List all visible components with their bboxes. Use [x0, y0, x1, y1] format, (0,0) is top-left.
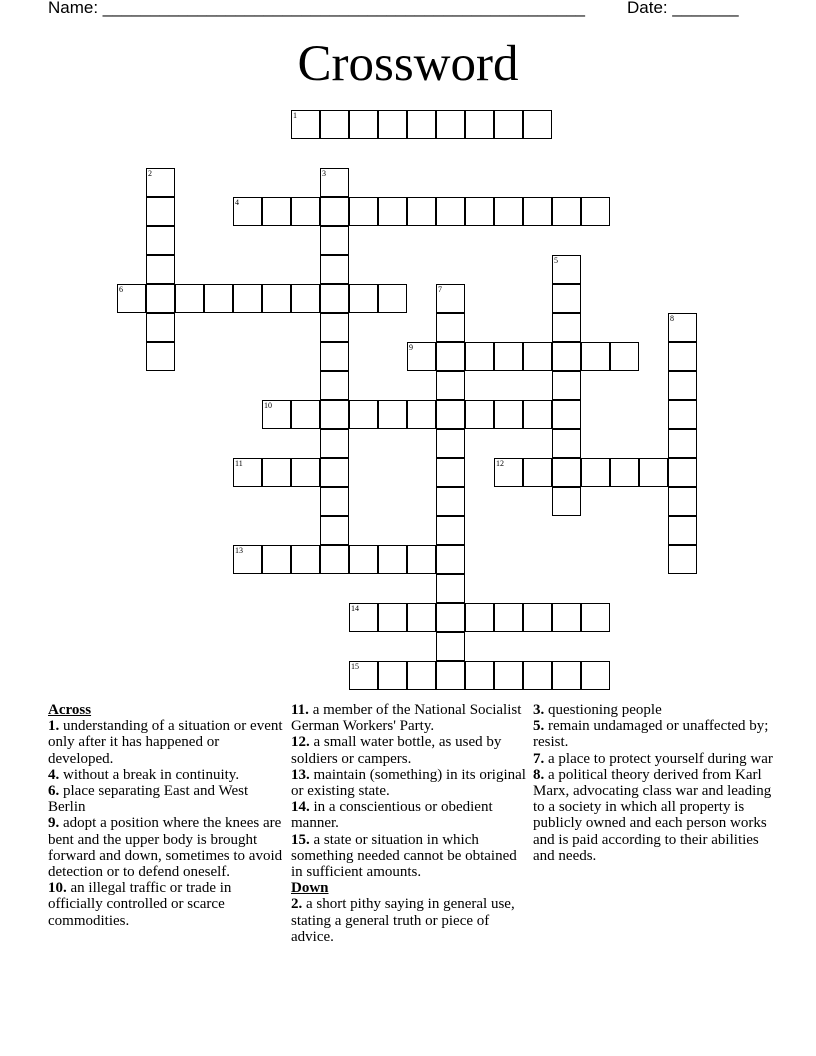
clue-text: a small water bottle, as used by soldiers or campers.: [291, 734, 502, 767]
grid-cell[interactable]: [349, 284, 378, 313]
grid-cell[interactable]: [204, 284, 233, 313]
grid-cell[interactable]: [378, 284, 407, 313]
clue-number-label: 8: [670, 314, 674, 323]
grid-cell[interactable]: [465, 661, 494, 690]
grid-cell[interactable]: [523, 661, 552, 690]
grid-cell[interactable]: [262, 197, 291, 226]
grid-cell[interactable]: [262, 284, 291, 313]
grid-cell[interactable]: [378, 110, 407, 139]
grid-cell[interactable]: [320, 429, 349, 458]
grid-cell[interactable]: [320, 487, 349, 516]
grid-cell[interactable]: [465, 400, 494, 429]
grid-cell[interactable]: [320, 516, 349, 545]
clue-number: 4.: [48, 766, 60, 783]
grid-cell[interactable]: [320, 255, 349, 284]
grid-cell[interactable]: [320, 342, 349, 371]
clue-number-label: 5: [554, 256, 558, 265]
clue-text: remain undamaged or unaffected by; resist.: [533, 718, 769, 751]
clue-across-10: [48, 880, 283, 929]
grid-cell[interactable]: [378, 545, 407, 574]
clue-across-13: [291, 767, 526, 799]
grid-cell[interactable]: [291, 400, 320, 429]
grid-cell[interactable]: [407, 197, 436, 226]
clue-number-label: 9: [409, 343, 413, 352]
clue-across-6: [48, 783, 283, 815]
clue-number-label: 1: [293, 111, 297, 120]
clue-down-7: [533, 751, 773, 767]
grid-cell[interactable]: [465, 342, 494, 371]
grid-cell[interactable]: [552, 458, 581, 487]
clue-number: 10.: [48, 880, 67, 897]
grid-cell[interactable]: [378, 400, 407, 429]
grid-cell[interactable]: [320, 371, 349, 400]
grid-cell[interactable]: [407, 110, 436, 139]
grid-cell[interactable]: [436, 313, 465, 342]
grid-cell[interactable]: [436, 458, 465, 487]
clue-text: a short pithy saying in general use, stating a general truth or piece of advice.: [291, 896, 515, 945]
grid-cell[interactable]: [668, 400, 697, 429]
clue-number: 1.: [48, 718, 60, 735]
grid-cell[interactable]: [523, 603, 552, 632]
grid-cell[interactable]: [610, 342, 639, 371]
grid-cell[interactable]: [320, 226, 349, 255]
clue-text: a place to protect yourself during war: [544, 750, 773, 767]
grid-cell[interactable]: [668, 342, 697, 371]
clues-column-1: [48, 702, 283, 929]
grid-cell[interactable]: [146, 226, 175, 255]
grid-cell[interactable]: [320, 313, 349, 342]
grid-cell[interactable]: [552, 429, 581, 458]
grid-cell[interactable]: [436, 110, 465, 139]
grid-cell[interactable]: [291, 284, 320, 313]
clue-number-label: 15: [351, 662, 359, 671]
grid-cell[interactable]: [552, 487, 581, 516]
grid-cell[interactable]: [552, 313, 581, 342]
grid-cell[interactable]: [494, 342, 523, 371]
grid-cell[interactable]: [320, 110, 349, 139]
clue-number: 2.: [291, 896, 303, 913]
grid-cell[interactable]: [407, 400, 436, 429]
grid-cell[interactable]: [552, 603, 581, 632]
grid-cell[interactable]: [320, 197, 349, 226]
grid-cell[interactable]: [523, 400, 552, 429]
grid-cell[interactable]: [262, 545, 291, 574]
grid-cell[interactable]: [436, 342, 465, 371]
clue-text: place separating East and West Berlin: [48, 783, 249, 816]
clue-number-label: 11: [235, 459, 243, 468]
grid-cell[interactable]: [407, 545, 436, 574]
clue-number: 15.: [291, 831, 310, 848]
clue-number-label: 10: [264, 401, 272, 410]
grid-cell[interactable]: [581, 661, 610, 690]
grid-cell[interactable]: [146, 313, 175, 342]
grid-cell[interactable]: [668, 487, 697, 516]
clue-number-label: 4: [235, 198, 239, 207]
date-field-label[interactable]: Date: _______: [627, 0, 739, 17]
grid-cell[interactable]: [320, 400, 349, 429]
grid-cell[interactable]: [146, 284, 175, 313]
grid-cell[interactable]: [349, 110, 378, 139]
clue-number: 11.: [291, 702, 309, 718]
clue-down-2: [291, 896, 526, 945]
grid-cell[interactable]: [465, 197, 494, 226]
grid-cell[interactable]: [436, 574, 465, 603]
clue-across-1: [48, 718, 283, 767]
clue-text: questioning people: [544, 702, 662, 718]
grid-cell[interactable]: [291, 197, 320, 226]
grid-cell[interactable]: [494, 110, 523, 139]
clues-column-2: [291, 702, 526, 945]
grid-cell[interactable]: [349, 197, 378, 226]
grid-cell[interactable]: [523, 110, 552, 139]
grid-cell[interactable]: [523, 197, 552, 226]
clue-number-label: 3: [322, 169, 326, 178]
clue-text: an illegal traffic or trade in officially controlled or scarce commodities.: [48, 880, 232, 929]
clue-number-label: 7: [438, 285, 442, 294]
clue-number-label: 12: [496, 459, 504, 468]
clue-text: understanding of a situation or event only after it has happened or developed.: [48, 718, 283, 767]
grid-cell[interactable]: [320, 284, 349, 313]
clue-number: 13.: [291, 766, 310, 783]
clue-number: 8.: [533, 766, 545, 783]
clue-across-4: [48, 767, 283, 783]
grid-cell[interactable]: [436, 545, 465, 574]
down-heading: Down: [291, 880, 329, 897]
clue-across-12: [291, 734, 526, 766]
clue-number: 12.: [291, 734, 310, 751]
clue-number-label: 6: [119, 285, 123, 294]
grid-cell[interactable]: [436, 429, 465, 458]
grid-cell[interactable]: [581, 458, 610, 487]
grid-cell[interactable]: [378, 197, 407, 226]
grid-cell[interactable]: [436, 197, 465, 226]
grid-cell[interactable]: [552, 197, 581, 226]
clue-text: adopt a position where the knees are bent and the upper body is brought forward and down, sometimes to avoid detection or to defend oneself.: [48, 815, 283, 881]
grid-cell[interactable]: [552, 400, 581, 429]
clue-number: 14.: [291, 799, 310, 816]
grid-cell[interactable]: [378, 661, 407, 690]
clue-number: 3.: [533, 702, 545, 718]
grid-cell[interactable]: [552, 661, 581, 690]
grid-cell[interactable]: [465, 110, 494, 139]
grid-cell[interactable]: [668, 429, 697, 458]
grid-cell[interactable]: [494, 661, 523, 690]
name-field-label[interactable]: Name: ___________________________________________________: [48, 0, 585, 17]
grid-cell[interactable]: [407, 603, 436, 632]
clue-down-3: [533, 702, 773, 718]
grid-cell[interactable]: [407, 661, 436, 690]
clue-number-label: 2: [148, 169, 152, 178]
grid-cell[interactable]: [494, 400, 523, 429]
grid-cell[interactable]: [552, 371, 581, 400]
grid-cell[interactable]: [552, 284, 581, 313]
grid-cell[interactable]: [668, 371, 697, 400]
clue-text: in a conscientious or obedient manner.: [291, 799, 493, 832]
grid-cell[interactable]: [349, 545, 378, 574]
clue-across-15: [291, 832, 526, 881]
grid-cell[interactable]: [581, 603, 610, 632]
clue-text: a political theory derived from Karl Marx, advocating class war and leading to a society in which all property is publicly owned and each person works and is paid according to their abilities and needs.: [533, 766, 772, 864]
grid-cell[interactable]: [581, 197, 610, 226]
grid-cell[interactable]: [436, 487, 465, 516]
grid-cell[interactable]: [465, 603, 494, 632]
grid-cell[interactable]: [639, 458, 668, 487]
clues-column-3: [533, 702, 773, 864]
grid-cell[interactable]: [668, 458, 697, 487]
grid-cell[interactable]: [291, 545, 320, 574]
grid-cell[interactable]: [436, 516, 465, 545]
grid-cell[interactable]: [349, 400, 378, 429]
grid-cell[interactable]: [552, 342, 581, 371]
clue-text: maintain (something) in its original or existing state.: [291, 766, 526, 800]
clue-down-8: [533, 767, 773, 864]
grid-cell[interactable]: [436, 603, 465, 632]
grid-cell[interactable]: [175, 284, 204, 313]
clue-text: a state or situation in which something needed cannot be obtained in sufficient amounts.: [291, 831, 517, 881]
clue-across-11: [291, 702, 526, 734]
grid-cell[interactable]: [494, 197, 523, 226]
page-title: Crossword: [297, 36, 519, 92]
clue-number: 5.: [533, 718, 545, 735]
grid-cell[interactable]: [494, 603, 523, 632]
clue-number: 6.: [48, 783, 60, 800]
grid-cell[interactable]: [523, 342, 552, 371]
clue-across-14: [291, 799, 526, 831]
grid-cell[interactable]: [320, 458, 349, 487]
grid-cell[interactable]: [262, 458, 291, 487]
grid-cell[interactable]: [291, 458, 320, 487]
grid-cell[interactable]: [610, 458, 639, 487]
clue-number-label: 13: [235, 546, 243, 555]
grid-cell[interactable]: [146, 197, 175, 226]
grid-cell[interactable]: [378, 603, 407, 632]
grid-cell[interactable]: [668, 516, 697, 545]
grid-cell[interactable]: [146, 342, 175, 371]
grid-cell[interactable]: [581, 342, 610, 371]
grid-cell[interactable]: [436, 661, 465, 690]
grid-cell[interactable]: [668, 545, 697, 574]
clue-down-5: [533, 718, 773, 750]
grid-cell[interactable]: [436, 371, 465, 400]
grid-cell[interactable]: [320, 545, 349, 574]
grid-cell[interactable]: [523, 458, 552, 487]
grid-cell[interactable]: [146, 255, 175, 284]
clue-number: 9.: [48, 815, 60, 832]
clue-number-label: 14: [351, 604, 359, 613]
clue-number: 7.: [533, 750, 545, 767]
clue-across-9: [48, 815, 283, 880]
grid-cell[interactable]: [233, 284, 262, 313]
across-heading: Across: [48, 702, 92, 718]
grid-cell[interactable]: [436, 632, 465, 661]
grid-cell[interactable]: [436, 400, 465, 429]
clue-text: without a break in continuity.: [59, 766, 240, 783]
clue-text: a member of the National Socialist German Workers' Party.: [291, 702, 522, 735]
